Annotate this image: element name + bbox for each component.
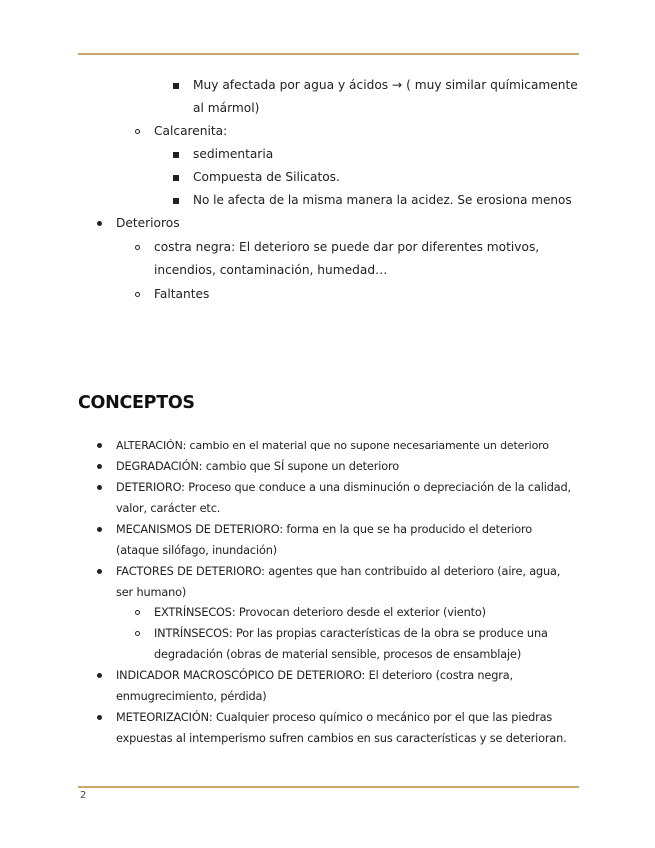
list-item-text: Deterioros <box>116 216 180 230</box>
list-item-text: FACTORES DE DETERIORO: agentes que han contribuido al deterioro (aire, agua, ser humano) <box>116 565 561 599</box>
list-item-text: Faltantes <box>154 287 210 301</box>
list-item-text: DETERIORO: Proceso que conduce a una disminución o depreciación de la calidad, valor, carácter etc. <box>116 481 571 515</box>
list-item <box>154 602 574 623</box>
circle-bullet-icon <box>135 129 140 134</box>
list-item <box>116 561 576 603</box>
disc-bullet-icon <box>97 485 102 490</box>
list-item <box>154 120 574 143</box>
footer-rule <box>78 786 579 788</box>
list-item-text: costra negra: El deterioro se puede dar por diferentes motivos, incendios, contaminación, humedad… <box>154 240 540 277</box>
list-item <box>116 212 576 235</box>
list-item <box>154 236 554 282</box>
list-item-text: INDICADOR MACROSCÓPICO DE DETERIORO: El deterioro (costra negra, enmugrecimiento, pérdida) <box>116 669 513 703</box>
list-item <box>116 477 576 519</box>
list-item-text: MECANISMOS DE DETERIORO: forma en la que se ha producido el deterioro (ataque silófago, inundación) <box>116 523 533 557</box>
list-item-text: EXTRÍNSECOS: Provocan deterioro desde el exterior (viento) <box>154 606 486 619</box>
list-item-text: INTRÍNSECOS: Por las propias características de la obra se produce una degradación (obras de material sensible, procesos de ensamblaje) <box>154 627 548 661</box>
list-item-text: DEGRADACIÓN: cambio que SÍ supone un deterioro <box>116 460 399 473</box>
list-item <box>193 166 583 189</box>
list-item-text: Muy afectada por agua y ácidos → ( muy similar químicamente al mármol) <box>193 78 578 115</box>
square-bullet-icon <box>173 175 179 181</box>
list-item <box>193 74 583 120</box>
square-bullet-icon <box>173 152 179 158</box>
list-item-text: Calcarenita: <box>154 124 228 138</box>
list-item-text: METEORIZACIÓN: Cualquier proceso químico o mecánico por el que las piedras expuestas al intemperismo sufren cambios en sus características y se deterioran. <box>116 711 567 745</box>
list-item <box>116 519 578 561</box>
list-item <box>154 283 554 306</box>
list-item-text: Compuesta de Silicatos. <box>193 170 340 184</box>
square-bullet-icon <box>173 83 179 89</box>
circle-bullet-icon <box>135 292 140 297</box>
list-item <box>154 623 574 665</box>
disc-bullet-icon <box>97 464 102 469</box>
list-item <box>116 665 536 707</box>
list-item-text: No le afecta de la misma manera la acidez. Se erosiona menos <box>193 193 572 207</box>
list-item-text: sedimentaria <box>193 147 274 161</box>
square-bullet-icon <box>173 198 179 204</box>
circle-bullet-icon <box>135 631 140 636</box>
circle-bullet-icon <box>135 610 140 615</box>
disc-bullet-icon <box>97 715 102 720</box>
disc-bullet-icon <box>97 221 102 226</box>
page-number: 2 <box>80 790 87 801</box>
circle-bullet-icon <box>135 245 140 250</box>
disc-bullet-icon <box>97 673 102 678</box>
list-item <box>193 143 583 166</box>
disc-bullet-icon <box>97 569 102 574</box>
header-rule <box>78 53 579 55</box>
list-item <box>193 189 583 212</box>
section-heading: CONCEPTOS <box>78 393 195 413</box>
disc-bullet-icon <box>97 443 102 448</box>
list-item-text: ALTERACIÓN: cambio en el material que no supone necesariamente un deterioro <box>116 439 549 452</box>
list-item <box>116 435 586 456</box>
list-item <box>116 707 576 749</box>
list-item <box>116 456 576 477</box>
disc-bullet-icon <box>97 527 102 532</box>
